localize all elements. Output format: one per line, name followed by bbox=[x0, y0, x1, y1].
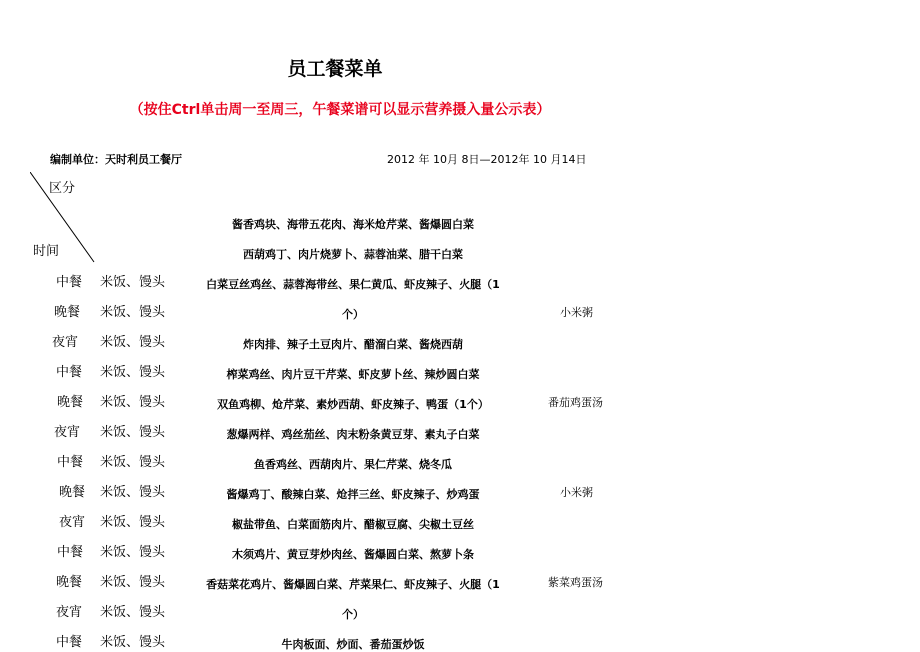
row-dish: 个） bbox=[342, 308, 364, 321]
row-soup: 番茄鸡蛋汤 bbox=[548, 396, 603, 409]
row-staple: 米饭、馒头 bbox=[100, 305, 166, 320]
row-dish: 酱爆鸡丁、酸辣白菜、炝拌三丝、虾皮辣子、炒鸡蛋 bbox=[226, 488, 480, 501]
row-time: 中餐 bbox=[57, 545, 84, 560]
row-time: 夜宵 bbox=[52, 335, 79, 350]
row-dish: 葱爆两样、鸡丝茄丝、肉末粉条黄豆芽、素丸子白菜 bbox=[226, 428, 480, 441]
row-staple: 米饭、馒头 bbox=[100, 365, 166, 380]
row-time: 晚餐 bbox=[57, 395, 84, 410]
dish-line: 西葫鸡丁、肉片烧萝卜、蒜蓉油菜、腊干白菜 bbox=[243, 248, 463, 261]
row-time: 晚餐 bbox=[59, 485, 86, 500]
subtitle-note: （按住Ctrl单击周一至周三，午餐菜谱可以显示营养摄入量公示表） bbox=[129, 102, 551, 118]
row-dish: 榨菜鸡丝、肉片豆干芹菜、虾皮萝卜丝、辣炒圆白菜 bbox=[226, 368, 480, 381]
row-staple: 米饭、馒头 bbox=[100, 605, 166, 620]
row-time: 夜宵 bbox=[56, 605, 83, 620]
dish-line: 酱香鸡块、海带五花肉、海米炝芹菜、酱爆圆白菜 bbox=[232, 218, 474, 231]
row-soup: 小米粥 bbox=[560, 486, 593, 499]
row-dish: 炸肉排、辣子土豆肉片、醋溜白菜、酱烧西葫 bbox=[243, 338, 463, 351]
row-staple: 米饭、馒头 bbox=[100, 635, 166, 650]
row-staple: 米饭、馒头 bbox=[100, 575, 166, 590]
row-time: 中餐 bbox=[56, 635, 83, 650]
row-staple: 米饭、馒头 bbox=[100, 335, 166, 350]
row-dish: 牛肉板面、炒面、番茄蛋炒饭 bbox=[281, 638, 425, 651]
row-soup: 紫菜鸡蛋汤 bbox=[548, 576, 603, 589]
row-staple: 米饭、馒头 bbox=[100, 425, 166, 440]
row-dish: 椒盐带鱼、白菜面筋肉片、醋椒豆腐、尖椒土豆丝 bbox=[232, 518, 474, 531]
date-range: 2012 年 10月 8日—2012年 10 月14日 bbox=[387, 153, 587, 166]
row-time: 中餐 bbox=[57, 455, 84, 470]
row-staple: 米饭、馒头 bbox=[100, 455, 166, 470]
row-dish: 个） bbox=[342, 608, 364, 621]
page-title: 员工餐菜单 bbox=[287, 58, 383, 80]
row-time: 中餐 bbox=[56, 275, 83, 290]
row-staple: 米饭、馒头 bbox=[100, 275, 166, 290]
row-dish: 白菜豆丝鸡丝、蒜蓉海带丝、果仁黄瓜、虾皮辣子、火腿（1 bbox=[206, 278, 500, 291]
row-staple: 米饭、馒头 bbox=[100, 485, 166, 500]
row-time: 夜宵 bbox=[59, 515, 86, 530]
row-time: 夜宵 bbox=[54, 425, 81, 440]
row-staple: 米饭、馒头 bbox=[100, 515, 166, 530]
header-category: 区分 bbox=[49, 181, 76, 196]
row-dish: 木须鸡片、黄豆芽炒肉丝、酱爆圆白菜、熬萝卜条 bbox=[232, 548, 474, 561]
row-staple: 米饭、馒头 bbox=[100, 545, 166, 560]
unit-label: 编制单位：天时利员工餐厅 bbox=[50, 153, 182, 166]
row-dish: 香菇菜花鸡片、酱爆圆白菜、芹菜果仁、虾皮辣子、火腿（1 bbox=[206, 578, 500, 591]
row-time: 晚餐 bbox=[54, 305, 81, 320]
header-time: 时间 bbox=[33, 244, 60, 259]
row-dish: 鱼香鸡丝、西葫肉片、果仁芹菜、烧冬瓜 bbox=[254, 458, 452, 471]
row-time: 中餐 bbox=[56, 365, 83, 380]
row-soup: 小米粥 bbox=[560, 306, 593, 319]
row-staple: 米饭、馒头 bbox=[100, 395, 166, 410]
row-time: 晚餐 bbox=[56, 575, 83, 590]
row-dish: 双鱼鸡柳、炝芹菜、素炒西葫、虾皮辣子、鸭蛋（1个） bbox=[217, 398, 489, 411]
